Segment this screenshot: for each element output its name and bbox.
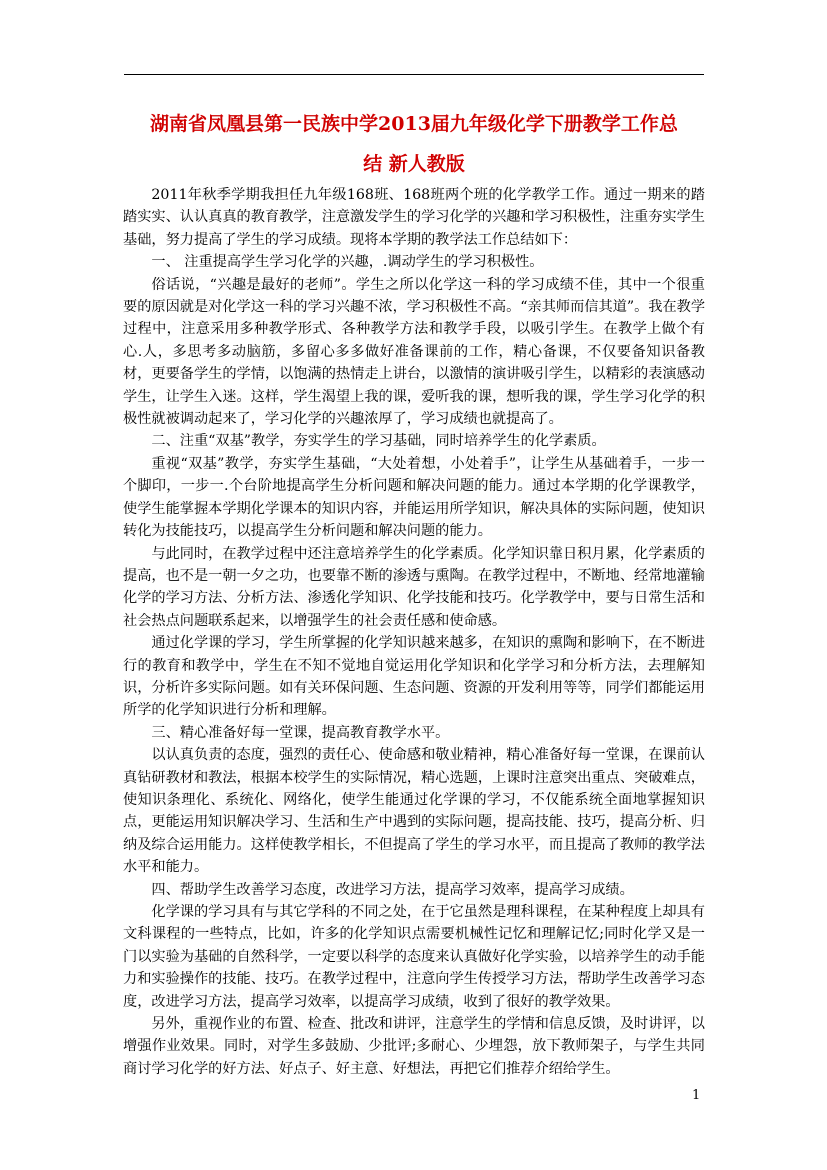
section-heading-1: 一、 注重提高学生学习化学的兴趣，.调动学生的学习积极性。: [151, 254, 544, 271]
section-heading-2: 二、注重“双基”教学，夯实学生的学习基础，同时培养学生的化学素质。: [151, 433, 606, 450]
section-heading-3: 三、精心准备好每一堂课，提高教育教学水平。: [151, 724, 450, 741]
paragraph-intro: 2011年秋季学期我担任九年级168班、168班两个班的化学教学工作。通过一期来的踏踏实实、认认真真的教育教学，注意激发学生的学习化学的兴趣和学习积极性，注重夯实学生基础，努力提高了学生的学习成绩。现将本学期的教学法工作总结如下：: [123, 187, 705, 248]
paragraph: 通过化学课的学习，学生所掌握的化学知识越来越多，在知识的熏陶和影响下，在不断进行的教育和教学中，学生在不知不觉地自觉运用化学知识和化学学习和分析方法，去理解知识，分析许多实际问题。如有关环保问题、生态问题、资源的开发利用等等，同学们都能运用所学的化学知识进行分析和理解。: [123, 635, 705, 719]
paragraph: 重视“双基”教学，夯实学生基础，“大处着想，小处着手”，让学生从基础着手，一步一个脚印，一步一.个台阶地提高学生分析问题和解决问题的能力。通过本学期的化学课教学，使学生能掌握本学期化学课本的知识内容，并能运用所学知识，解决具体的实际问题，使知识转化为技能技巧，以提高学生分析问题和解决问题的能力。: [123, 455, 705, 540]
section-heading-4: 四、帮助学生改善学习态度，改进学习方法，提高学习效率，提高学习成绩。: [151, 881, 634, 898]
paragraph: 与此同时，在教学过程中还注意培养学生的化学素质。化学知识靠日积月累，化学素质的提高，也不是一朝一夕之功，也要靠不断的渗透与熏陶。在教学过程中，不断地、经常地灌输化学的学习方法、分析方法、渗透化学知识、化学技能和技巧。化学教学中，要与日常生活和社会热点问题联系起来，以增强学生的社会责任感和使命感。: [123, 545, 705, 629]
paragraph: 以认真负责的态度，强烈的责任心、使命感和敬业精神，精心准备好每一堂课，在课前认真钻研教材和教法，根据本校学生的实际情况，精心选题，上课时注意突出重点、突破难点，使知识条理化、系统化、网络化，使学生能通过化学课的学习，不仅能系统全面地掌握知识点，更能运用知识解决学习、生活和生产中遇到的实际问题，提高技能、技巧，提高分析、归纳及综合运用能力。这样使教学相长，不但提高了学生的学习水平，而且提高了教师的教学法水平和能力。: [123, 747, 705, 876]
document-title-line-1: 湖南省凤凰县第一民族中学2013届九年级化学下册教学工作总: [150, 113, 678, 135]
document-body: [123, 184, 705, 1080]
header-rule: [124, 74, 704, 75]
paragraph: 俗话说，“兴趣是最好的老师”。学生之所以化学这一科的学习成绩不佳，其中一个很重要的原因就是对化学这一科的学习兴趣不浓，学习积极性不高。“亲其师而信其道”。我在教学过程中，注意采用多种教学形式、各种教学方法和教学手段，以吸引学生。在教学上做个有心.人，多思考多动脑筋，多留心多多做好准备课前的工作，精心备课，不仅要备知识备教材，更要备学生的学情，以饱满的热情走上讲台，以激情的演讲吸引学生，以精彩的表演感动学生，让学生入迷。这样，学生渴望上我的课，爱听我的课，想听我的课，学生学习化学的积极性就被调动起来了，学习化学的兴趣浓厚了，学习成绩也就提高了。: [123, 276, 706, 428]
paragraph: 化学课的学习具有与其它学科的不同之处，在于它虽然是理科课程，在某种程度上却具有文科课程的一些特点，比如，许多的化学知识点需要机械性记忆和理解记忆;同时化学又是一门以实验为基础的自然科学，一定要以科学的态度来认真做好化学实验，以培养学生的动手能力和实验操作的技能、技巧。在教学过程中，注意向学生传授学习方法，帮助学生改善学习态度，改进学习方法，提高学习效率，以提高学习成绩，收到了很好的教学效果。: [123, 904, 705, 1010]
page-number: 1: [692, 1088, 701, 1103]
paragraph: 另外，重视作业的布置、检查、批改和讲评，注意学生的学情和信息反馈，及时讲评，以增强作业效果。同时，对学生多鼓励、少批评;多耐心、少埋怨，放下教师架子，与学生共同商讨学习化学的好方法、好点子、好主意、好想法，再把它们推荐介绍给学生。: [123, 1016, 705, 1077]
document-title-line-2: 结 新人教版: [363, 153, 465, 175]
